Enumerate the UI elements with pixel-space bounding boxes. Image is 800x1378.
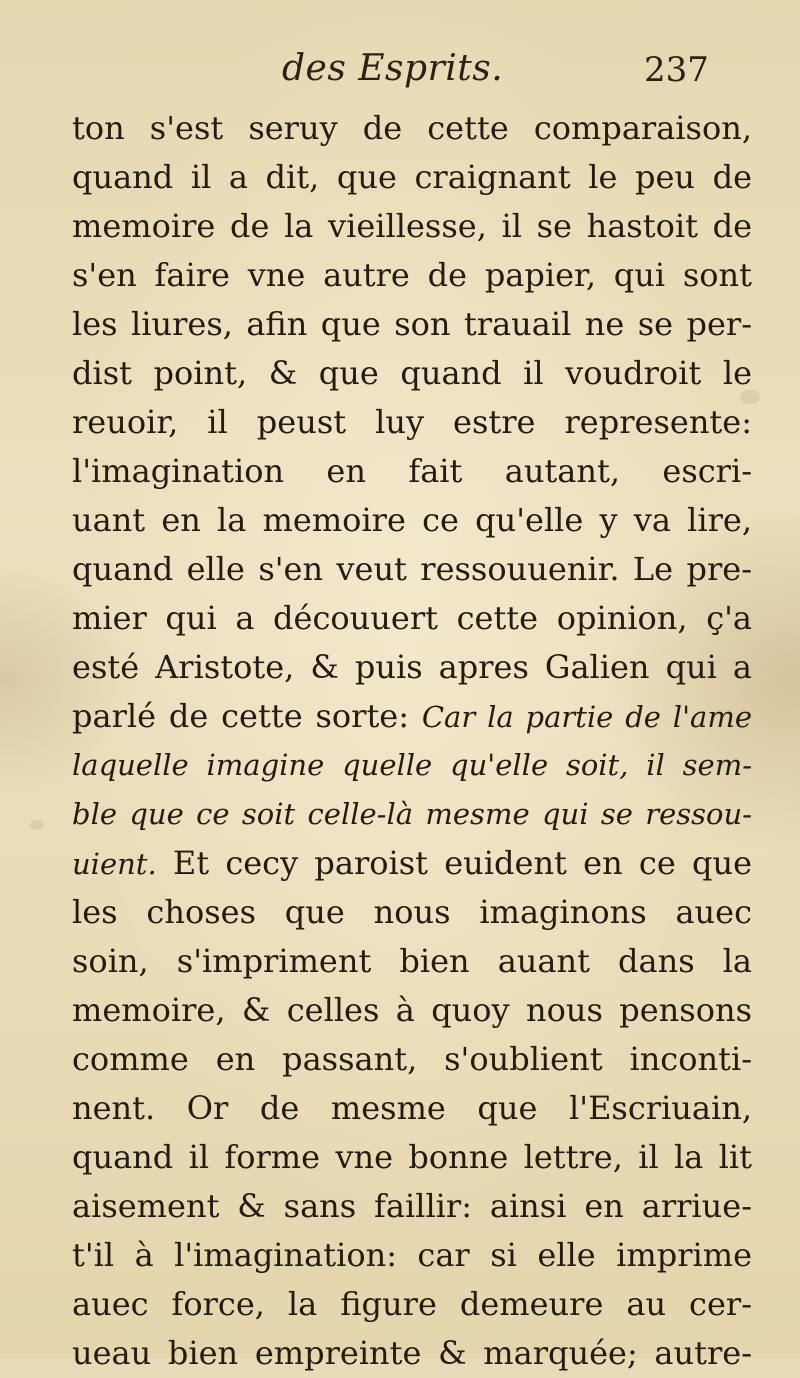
text-line: quand il forme vne bonne lettre, il la lit bbox=[72, 1138, 752, 1176]
text-line: les choses que nous imaginons auec bbox=[72, 893, 752, 931]
text-line-mixed bbox=[72, 839, 752, 888]
italic-quote-line: laquelle imagine quelle qu'elle soit, il sem- bbox=[72, 748, 752, 782]
roman-text: Et cecy paroist euident en ce que bbox=[156, 844, 752, 882]
text-line: les liures, afin que son trauail ne se per- bbox=[72, 305, 752, 343]
text-line: memoire, & celles à quoy nous pensons bbox=[72, 991, 752, 1029]
text-line: ton s'est seruy de cette comparaison, bbox=[72, 109, 752, 147]
text-line: auec force, la figure demeure au cer- bbox=[72, 1285, 752, 1323]
text-line-mixed bbox=[72, 692, 752, 741]
page-number: 237 bbox=[644, 50, 709, 90]
roman-text: parlé de cette sorte: bbox=[72, 697, 422, 735]
paper-stain bbox=[30, 820, 44, 830]
text-line: memoire de la vieillesse, il se hastoit de bbox=[72, 207, 752, 245]
text-line: esté Aristote, & puis apres Galien qui a bbox=[72, 648, 752, 686]
text-line: mier qui a découuert cette opinion, ç'a bbox=[72, 599, 752, 637]
text-line: dist point, & que quand il voudroit le bbox=[72, 354, 752, 392]
text-line: soin, s'impriment bien auant dans la bbox=[72, 942, 752, 980]
italic-quote-line: ble que ce soit celle-là mesme qui se ressou- bbox=[72, 797, 752, 831]
running-title: des Esprits. bbox=[282, 48, 504, 89]
text-line: t'il à l'imagination: car si elle imprime bbox=[72, 1236, 752, 1274]
italic-quote-start: Car la partie de l'ame bbox=[421, 700, 753, 734]
text-line: reuoir, il peust luy estre represente: bbox=[72, 403, 752, 441]
text-line: quand il a dit, que craignant le peu de bbox=[72, 158, 752, 196]
italic-quote-end: uient. bbox=[72, 847, 157, 881]
text-line: s'en faire vne autre de papier, qui sont bbox=[72, 256, 752, 294]
text-line: comme en passant, s'oublient inconti- bbox=[72, 1040, 752, 1078]
text-line: aisement & sans faillir: ainsi en arriue- bbox=[72, 1187, 752, 1225]
text-line: nent. Or de mesme que l'Escriuain, bbox=[72, 1089, 752, 1127]
text-line: quand elle s'en veut ressouuenir. Le pre- bbox=[72, 550, 752, 588]
body-text bbox=[72, 104, 752, 1378]
page-header bbox=[0, 48, 800, 96]
text-line: uant en la memoire ce qu'elle y va lire, bbox=[72, 501, 752, 539]
text-line: l'imagination en fait autant, escri- bbox=[72, 452, 752, 490]
text-line: ueau bien empreinte & marquée; autre- bbox=[72, 1334, 752, 1372]
